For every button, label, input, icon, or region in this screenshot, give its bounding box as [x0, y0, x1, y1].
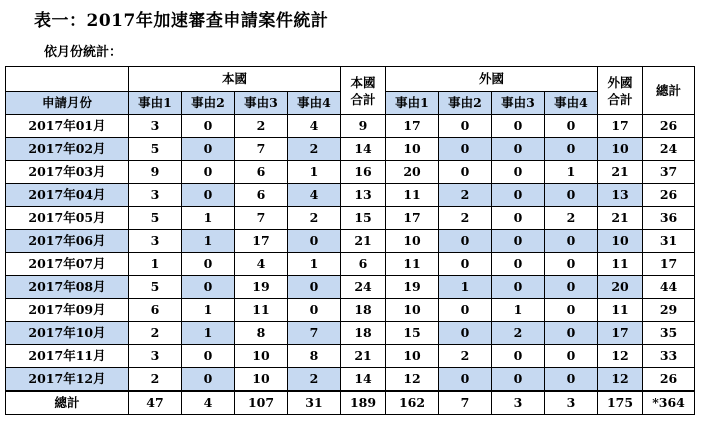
foreign-group-header: 外國: [386, 67, 598, 92]
domestic-reason4-cell: 0: [288, 299, 341, 322]
foreign-reason3-cell: 0: [492, 345, 545, 368]
foreign-reason2-cell: 0: [439, 115, 492, 138]
domestic-reason4-cell: 4: [288, 115, 341, 138]
domestic-reason2-cell: 0: [182, 115, 235, 138]
total-domestic-sum: 189: [341, 391, 386, 415]
foreign-reason1-cell: 10: [386, 299, 439, 322]
domestic-total-header: [341, 67, 386, 115]
foreign-total-cell: 13: [598, 184, 643, 207]
domestic-reason3-cell: 8: [235, 322, 288, 345]
grand-total-cell: 35: [643, 322, 695, 345]
domestic-reason1-cell: 2: [129, 322, 182, 345]
foreign-reason3-cell: 0: [492, 207, 545, 230]
foreign-reason4-cell: 0: [545, 276, 598, 299]
table-row: [6, 207, 695, 230]
domestic-total-cell: 14: [341, 368, 386, 392]
domestic-reason2-header: 事由2: [182, 92, 235, 115]
domestic-total-header-line1: 本國: [350, 74, 376, 90]
domestic-reason3-cell: 19: [235, 276, 288, 299]
foreign-reason3-cell: 0: [492, 161, 545, 184]
table-body: [6, 115, 695, 392]
domestic-reason1-cell: 5: [129, 207, 182, 230]
grand-total-cell: 24: [643, 138, 695, 161]
table-row: [6, 253, 695, 276]
month-cell: 2017年11月: [6, 345, 129, 368]
domestic-reason3-cell: 7: [235, 138, 288, 161]
month-column-header: 申請月份: [6, 92, 129, 115]
month-cell: 2017年09月: [6, 299, 129, 322]
domestic-reason4-cell: 1: [288, 253, 341, 276]
domestic-reason4-cell: 4: [288, 184, 341, 207]
domestic-reason1-header: 事由1: [129, 92, 182, 115]
foreign-total-cell: 10: [598, 230, 643, 253]
header-row-group: [6, 67, 695, 92]
domestic-reason3-cell: 17: [235, 230, 288, 253]
foreign-total-cell: 20: [598, 276, 643, 299]
foreign-reason4-cell: 0: [545, 230, 598, 253]
domestic-reason4-cell: 0: [288, 230, 341, 253]
domestic-total-header-line2: 合計: [350, 91, 376, 107]
grand-total-cell: 33: [643, 345, 695, 368]
grand-total-value: *364: [643, 391, 695, 415]
foreign-reason2-cell: 0: [439, 230, 492, 253]
foreign-reason1-cell: 11: [386, 253, 439, 276]
domestic-reason3-cell: 2: [235, 115, 288, 138]
foreign-reason4-cell: 1: [545, 161, 598, 184]
domestic-reason3-cell: 10: [235, 368, 288, 392]
domestic-reason3-cell: 6: [235, 161, 288, 184]
foreign-reason3-cell: 0: [492, 115, 545, 138]
domestic-reason3-cell: 10: [235, 345, 288, 368]
total-foreign-sum: 175: [598, 391, 643, 415]
month-cell: 2017年02月: [6, 138, 129, 161]
total-row: [6, 391, 695, 415]
table-row: [6, 345, 695, 368]
foreign-reason1-cell: 19: [386, 276, 439, 299]
foreign-reason4-cell: 0: [545, 138, 598, 161]
foreign-reason4-cell: 0: [545, 322, 598, 345]
grand-total-cell: 44: [643, 276, 695, 299]
domestic-reason1-cell: 2: [129, 368, 182, 392]
foreign-reason4-cell: 0: [545, 299, 598, 322]
domestic-total-cell: 18: [341, 299, 386, 322]
grand-total-cell: 26: [643, 184, 695, 207]
foreign-reason1-cell: 10: [386, 230, 439, 253]
foreign-reason4-cell: 0: [545, 368, 598, 392]
foreign-total-cell: 11: [598, 253, 643, 276]
table-row: [6, 161, 695, 184]
foreign-total-header-line2: 合計: [607, 91, 633, 107]
total-domestic-reason1: 47: [129, 391, 182, 415]
grand-total-cell: 17: [643, 253, 695, 276]
month-cell: 2017年05月: [6, 207, 129, 230]
table-title: 表一：2017年加速審查申請案件統計: [34, 11, 329, 31]
domestic-total-cell: 9: [341, 115, 386, 138]
foreign-reason2-cell: 2: [439, 184, 492, 207]
foreign-reason4-cell: 0: [545, 115, 598, 138]
foreign-reason1-cell: 17: [386, 207, 439, 230]
foreign-total-cell: 21: [598, 161, 643, 184]
table-subtitle: 依月份統計：: [44, 45, 123, 60]
domestic-reason4-cell: 7: [288, 322, 341, 345]
domestic-reason2-cell: 1: [182, 322, 235, 345]
grand-total-cell: 29: [643, 299, 695, 322]
foreign-reason4-cell: 0: [545, 345, 598, 368]
domestic-reason2-cell: 1: [182, 230, 235, 253]
domestic-reason1-cell: 5: [129, 138, 182, 161]
foreign-reason2-cell: 0: [439, 368, 492, 392]
grand-total-cell: 31: [643, 230, 695, 253]
total-foreign-reason2: 7: [439, 391, 492, 415]
domestic-reason3-cell: 7: [235, 207, 288, 230]
month-cell: 2017年07月: [6, 253, 129, 276]
total-foreign-reason1: 162: [386, 391, 439, 415]
domestic-reason1-cell: 1: [129, 253, 182, 276]
month-cell: 2017年06月: [6, 230, 129, 253]
foreign-reason3-header: 事由3: [492, 92, 545, 115]
domestic-total-cell: 21: [341, 230, 386, 253]
domestic-total-cell: 6: [341, 253, 386, 276]
domestic-reason2-cell: 0: [182, 345, 235, 368]
table-row: [6, 299, 695, 322]
domestic-total-cell: 21: [341, 345, 386, 368]
grand-total-header: 總計: [643, 67, 695, 115]
foreign-reason3-cell: 1: [492, 299, 545, 322]
foreign-total-header: [598, 67, 643, 115]
foreign-reason4-cell: 0: [545, 184, 598, 207]
grand-total-cell: 37: [643, 161, 695, 184]
domestic-group-header: 本國: [129, 67, 341, 92]
foreign-total-cell: 11: [598, 299, 643, 322]
domestic-reason4-header: 事由4: [288, 92, 341, 115]
foreign-reason3-cell: 0: [492, 368, 545, 392]
domestic-reason1-cell: 3: [129, 184, 182, 207]
foreign-reason4-header: 事由4: [545, 92, 598, 115]
foreign-reason1-cell: 17: [386, 115, 439, 138]
total-domestic-reason3: 107: [235, 391, 288, 415]
domestic-reason2-cell: 1: [182, 299, 235, 322]
foreign-total-header-line1: 外國: [607, 74, 633, 90]
total-domestic-reason4: 31: [288, 391, 341, 415]
domestic-reason1-cell: 3: [129, 345, 182, 368]
table-row: [6, 276, 695, 299]
total-row-label: 總計: [6, 391, 129, 415]
grand-total-cell: 26: [643, 115, 695, 138]
domestic-reason2-cell: 0: [182, 368, 235, 392]
domestic-reason2-cell: 0: [182, 161, 235, 184]
total-foreign-reason4: 3: [545, 391, 598, 415]
domestic-total-cell: 16: [341, 161, 386, 184]
foreign-reason3-cell: 0: [492, 276, 545, 299]
domestic-reason2-cell: 0: [182, 276, 235, 299]
foreign-reason2-cell: 0: [439, 138, 492, 161]
foreign-reason2-cell: 0: [439, 299, 492, 322]
domestic-reason3-header: 事由3: [235, 92, 288, 115]
domestic-reason4-cell: 0: [288, 276, 341, 299]
foreign-reason4-cell: 2: [545, 207, 598, 230]
foreign-reason1-cell: 12: [386, 368, 439, 392]
domestic-reason2-cell: 0: [182, 253, 235, 276]
foreign-reason1-cell: 20: [386, 161, 439, 184]
foreign-reason2-cell: 1: [439, 276, 492, 299]
foreign-reason3-cell: 0: [492, 184, 545, 207]
domestic-total-cell: 15: [341, 207, 386, 230]
domestic-total-cell: 24: [341, 276, 386, 299]
domestic-total-cell: 13: [341, 184, 386, 207]
domestic-reason1-cell: 9: [129, 161, 182, 184]
domestic-total-cell: 14: [341, 138, 386, 161]
foreign-reason2-cell: 2: [439, 207, 492, 230]
foreign-reason2-cell: 2: [439, 345, 492, 368]
foreign-reason1-header: 事由1: [386, 92, 439, 115]
blank-corner-cell: [6, 67, 129, 92]
domestic-reason3-cell: 4: [235, 253, 288, 276]
table-row: [6, 230, 695, 253]
foreign-total-cell: 10: [598, 138, 643, 161]
table-row: [6, 184, 695, 207]
domestic-reason1-cell: 3: [129, 230, 182, 253]
domestic-reason3-cell: 11: [235, 299, 288, 322]
foreign-reason3-cell: 0: [492, 253, 545, 276]
domestic-reason2-cell: 1: [182, 207, 235, 230]
foreign-total-cell: 21: [598, 207, 643, 230]
grand-total-cell: 36: [643, 207, 695, 230]
domestic-reason1-cell: 3: [129, 115, 182, 138]
domestic-reason4-cell: 2: [288, 368, 341, 392]
domestic-reason1-cell: 5: [129, 276, 182, 299]
domestic-reason4-cell: 8: [288, 345, 341, 368]
total-domestic-reason2: 4: [182, 391, 235, 415]
foreign-total-cell: 12: [598, 345, 643, 368]
foreign-total-cell: 17: [598, 322, 643, 345]
foreign-reason3-cell: 0: [492, 230, 545, 253]
table-row: [6, 115, 695, 138]
foreign-total-cell: 17: [598, 115, 643, 138]
statistics-table: [5, 66, 695, 415]
table-row: [6, 322, 695, 345]
month-cell: 2017年08月: [6, 276, 129, 299]
month-cell: 2017年03月: [6, 161, 129, 184]
foreign-reason2-cell: 0: [439, 322, 492, 345]
domestic-reason4-cell: 2: [288, 138, 341, 161]
domestic-reason2-cell: 0: [182, 184, 235, 207]
domestic-reason4-cell: 2: [288, 207, 341, 230]
foreign-reason2-header: 事由2: [439, 92, 492, 115]
domestic-reason2-cell: 0: [182, 138, 235, 161]
domestic-reason1-cell: 6: [129, 299, 182, 322]
total-foreign-reason3: 3: [492, 391, 545, 415]
foreign-reason2-cell: 0: [439, 253, 492, 276]
foreign-reason4-cell: 0: [545, 253, 598, 276]
grand-total-cell: 26: [643, 368, 695, 392]
month-cell: 2017年12月: [6, 368, 129, 392]
foreign-reason1-cell: 11: [386, 184, 439, 207]
month-cell: 2017年01月: [6, 115, 129, 138]
domestic-total-cell: 18: [341, 322, 386, 345]
foreign-reason3-cell: 0: [492, 138, 545, 161]
month-cell: 2017年04月: [6, 184, 129, 207]
domestic-reason3-cell: 6: [235, 184, 288, 207]
month-cell: 2017年10月: [6, 322, 129, 345]
foreign-reason1-cell: 10: [386, 138, 439, 161]
domestic-reason4-cell: 1: [288, 161, 341, 184]
foreign-reason3-cell: 2: [492, 322, 545, 345]
table-row: [6, 138, 695, 161]
foreign-reason1-cell: 15: [386, 322, 439, 345]
foreign-reason1-cell: 10: [386, 345, 439, 368]
foreign-reason2-cell: 0: [439, 161, 492, 184]
table-row: [6, 368, 695, 392]
foreign-total-cell: 12: [598, 368, 643, 392]
